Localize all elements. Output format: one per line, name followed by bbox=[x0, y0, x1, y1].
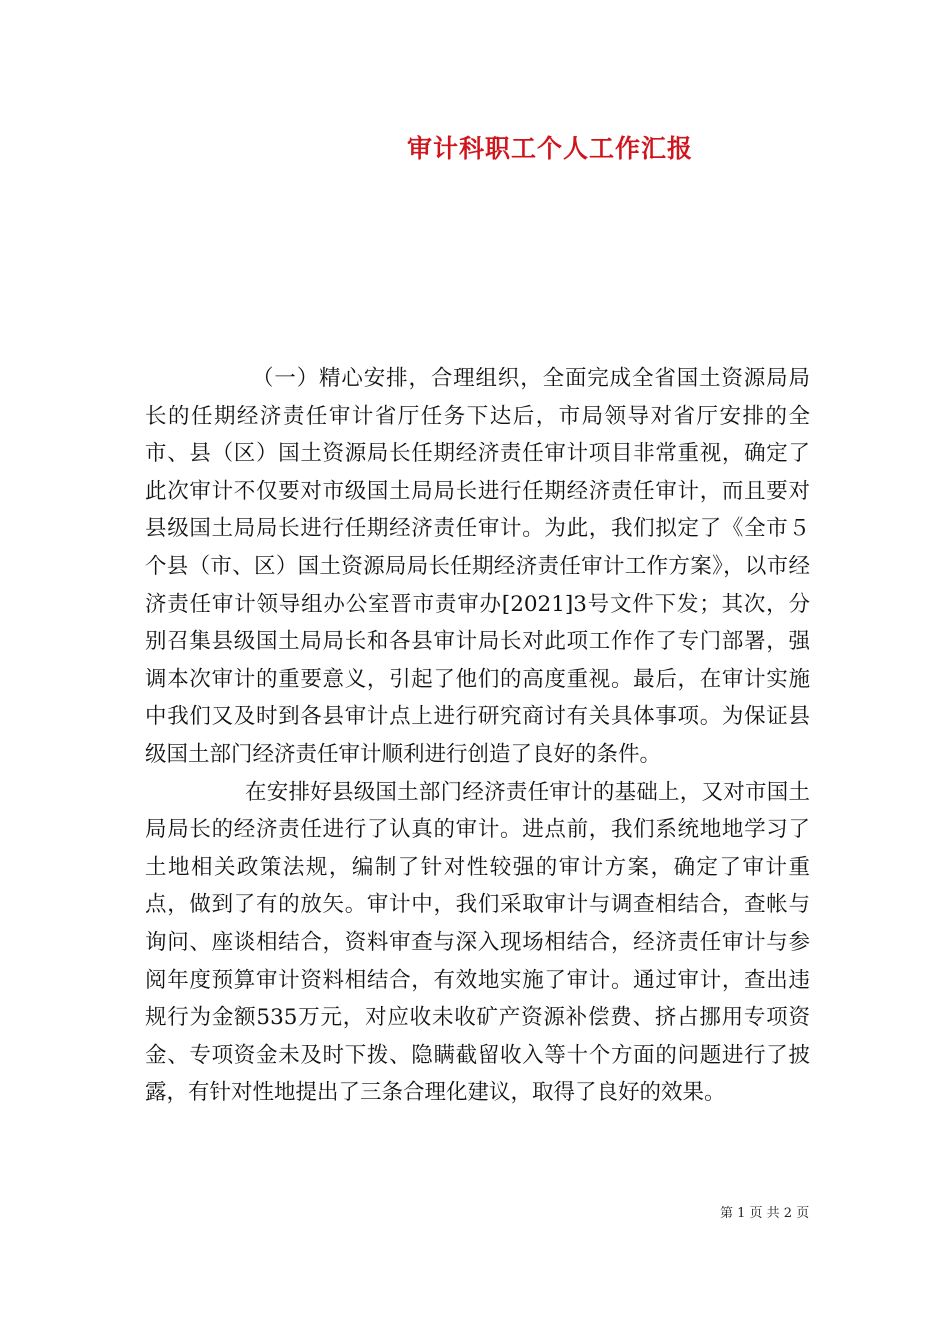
paragraph-2: 在安排好县级国土部门经济责任审计的基础上，又对市国土局局长的经济责任进行了认真的审计。进点前，我们系统地地学习了土地相关政策法规，编制了针对性较强的审计方案，确定了审计重点，做到了有的放矢。审计中，我们采取审计与调查相结合，查帐与询问、座谈相结合，资料审查与深入现场相结合，经济责任审计与参阅年度预算审计资料相结合，有效地实施了审计。通过审计，查出违规行为金额535万元，对应收未收矿产资源补偿费、挤占挪用专项资金、专项资金未及时下拨、隐瞒截留收入等十个方面的问题进行了披露，有针对性地提出了三条合理化建议，取得了良好的效果。 bbox=[145, 779, 810, 1106]
document-body bbox=[145, 360, 810, 1112]
page-number-footer: 第 1 页 共 2 页 bbox=[720, 1206, 810, 1221]
page-title: 审计科职工个人工作汇报 bbox=[406, 134, 693, 163]
paragraph-1: （一）精心安排，合理组织，全面完成全省国土资源局局长的任期经济责任审计省厅任务下达后，市局领导对省厅安排的全市、县（区）国土资源局长任期经济责任审计项目非常重视，确定了此次审计不仅要对市级国土局局长进行任期经济责任审计，而且要对县级国土局局长进行任期经济责任审计。为此，我们拟定了《全市５个县（市、区）国土资源局局长任期经济责任审计工作方案》，以市经济责任审计领导组办公室晋市责审办[2021]3号文件下发；其次，分别召集县级国土局局长和各县审计局长对此项工作作了专门部署，强调本次审计的重要意义，引起了他们的高度重视。最后，在审计实施中我们又及时到各县审计点上进行研究商讨有关具体事项。为保证县级国土部门经济责任审计顺利进行创造了良好的条件。 bbox=[145, 366, 810, 767]
